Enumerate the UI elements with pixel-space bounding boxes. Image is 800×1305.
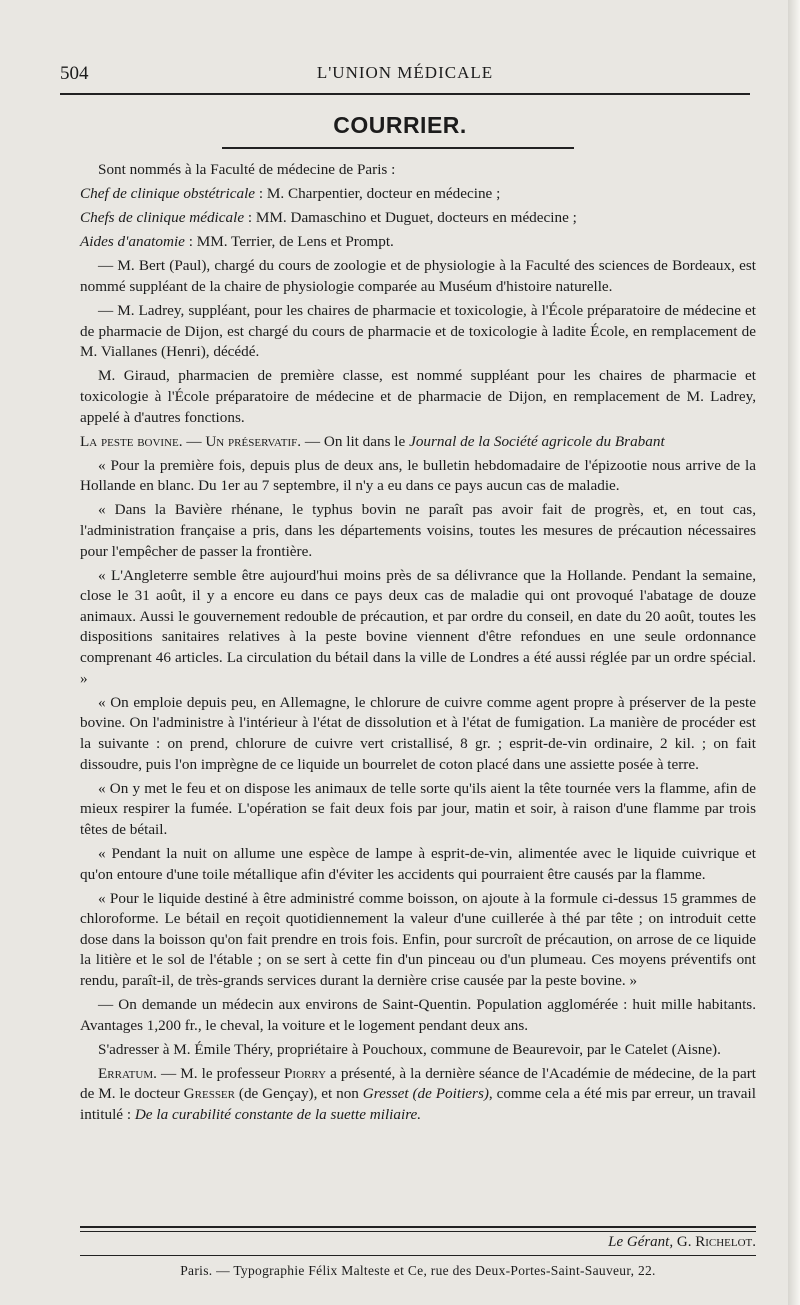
title-rule bbox=[222, 147, 574, 149]
journal-citation: Journal de la Société agricole du Brabant bbox=[409, 432, 665, 450]
signature-name: G. Richelot. bbox=[676, 1234, 756, 1250]
article-body bbox=[80, 160, 756, 1129]
running-head bbox=[60, 60, 750, 94]
paragraph bbox=[80, 1064, 756, 1126]
paragraph: « On emploie depuis peu, en Allemagne, le chlorure de cuivre comme agent propre à préserver de la peste bovine. On l'administre à l'intérieur à l'état de dissolution et à l'état de fumigation. La manière de procéder est la suivante : on prend, chlorure de cuivre vert cristallisé, 8 gr. ; esprit-de-vin ordinaire, 2 kil. ; on fait dissoudre, puis l'on imprègne de ce liquide un bourrelet de coton placé dans une assiette posée à terre. bbox=[80, 693, 756, 773]
appointment-text: : MM. Damaschino et Duguet, docteurs en médecine ; bbox=[244, 209, 577, 227]
paragraph: « L'Angleterre semble être aujourd'hui moins près de sa délivrance que la Hollande. Pendant la semaine, close le 31 août, il y a encore eu dans ce pays deux cas de maladie qui ont provoqué l'abatage de douze animaux. Aussi le gouvernement redouble de précaution, et par ordre du conseil, en date du 20 août, toutes les dispositions sanitaires relatives à la peste bovine viennent d'être refondues en une seule ordonnance comprenant 46 articles. La circulation du bétail dans la ville de Londres a été aussi réglée par un ordre spécial. » bbox=[80, 566, 756, 687]
erratum-text: a présenté, à la dernière séance de l'Académie de médecine, de la part de M. le docteur bbox=[80, 1064, 756, 1103]
page-number: 504 bbox=[60, 63, 89, 84]
appointment-text: : MM. Terrier, de Lens et Prompt. bbox=[184, 233, 394, 251]
printer-imprint: Paris. — Typographie Félix Malteste et Ce, rue des Deux-Portes-Saint-Sauveur, 22. bbox=[180, 1263, 656, 1278]
erratum-text: — M. le professeur bbox=[156, 1064, 284, 1082]
section-title: COURRIER. bbox=[333, 112, 467, 138]
footer-rule bbox=[80, 1231, 756, 1232]
paragraph: « Pour la première fois, depuis plus de deux ans, le bulletin hebdomadaire de l'épizootie nous arrive de la Hollande en blanc. Du 1er au 7 septembre, il n'y a eu dans ce pays aucun cas de maladie. bbox=[80, 456, 756, 495]
erratum-label: Erratum. bbox=[98, 1064, 157, 1082]
paragraph bbox=[80, 208, 756, 229]
paragraph: M. Giraud, pharmacien de première classe, est nommé suppléant pour les chaires de pharmacie et toxicologie à l'École préparatoire de médecine et de pharmacie de Dijon, en remplacement de M. Ladrey, appelé à d'autres fonctions. bbox=[80, 367, 756, 426]
signature-role: Le Gérant, bbox=[608, 1234, 674, 1250]
section-heading: Un préservatif. bbox=[205, 432, 302, 450]
erratum-text: (de Gençay), et non bbox=[235, 1085, 363, 1103]
appointments-intro: Sont nommés à la Faculté de médecine de Paris : bbox=[98, 161, 396, 178]
paragraph: « Dans la Bavière rhénane, le typhus bovin ne paraît pas avoir fait de progrès, et, en tout cas, l'administration française a pris, dans les départements voisins, toutes les mesures de précaution nécessaires pour l'empêcher de passer la frontière. bbox=[80, 501, 756, 560]
paragraph: — On demande un médecin aux environs de Saint-Quentin. Population agglomérée : huit mille habitants. Avantages 1,200 fr., le cheval, la voiture et le logement pendant deux ans. bbox=[80, 996, 756, 1034]
paragraph: — M. Bert (Paul), chargé du cours de zoologie et de physiologie à la Faculté des sciences de Bordeaux, est nommé suppléant de la chaire de physiologie comparée au Muséum d'histoire naturelle. bbox=[80, 257, 756, 295]
page-edge bbox=[788, 0, 800, 1305]
header-rule bbox=[60, 93, 750, 95]
footer-rule bbox=[80, 1226, 756, 1228]
appointment-title: Chefs de clinique médicale bbox=[80, 209, 245, 227]
dash: — bbox=[182, 432, 206, 450]
paragraph bbox=[80, 432, 756, 453]
paragraph: S'adresser à M. Émile Théry, propriétaire à Pouchoux, commune de Beaurevoir, par le Catelet (Aisne). bbox=[98, 1040, 721, 1058]
paragraph: « On y met le feu et on dispose les animaux de telle sorte qu'ils aient la tête tournée vers la flamme, afin de mieux respirer la fumée. L'opération se fait deux fois par jour, matin et soir, à raison d'une flamme par trois têtes de bétail. bbox=[80, 779, 756, 838]
footer-rule bbox=[80, 1255, 756, 1256]
paragraph: — M. Ladrey, suppléant, pour les chaires de pharmacie et toxicologie, à l'École préparatoire de médecine et de pharmacie de Dijon, est chargé du cours de pharmacie et de toxicologie à ladite École, en remplacement de M. Viallanes (Henri), décédé. bbox=[80, 302, 756, 361]
paragraph: « Pendant la nuit on allume une espèce de lampe à esprit-de-vin, alimentée avec le liquide cuivrique et qu'on entoure d'une toile métallique afin d'éviter les accidents qui pourraient être causés par la flamme. bbox=[80, 844, 756, 883]
journal-name: L'UNION MÉDICALE bbox=[316, 63, 494, 82]
person-name: Gresser bbox=[183, 1085, 235, 1103]
work-title: De la curabilité constante de la suette miliaire. bbox=[134, 1106, 422, 1124]
person-name: Piorry bbox=[283, 1064, 327, 1082]
appointment-text: : M. Charpentier, docteur en médecine ; bbox=[255, 185, 501, 203]
paragraph bbox=[80, 160, 756, 181]
erratum-text: , comme cela a été mis par erreur, un travail intitulé : bbox=[80, 1085, 756, 1124]
appointment-title: Aides d'anatomie bbox=[80, 233, 185, 251]
intro-text: — On lit dans le bbox=[301, 432, 410, 450]
section-heading: La peste bovine. bbox=[80, 432, 183, 450]
person-name: Gresset (de Poitiers) bbox=[362, 1085, 489, 1103]
paragraph bbox=[80, 184, 756, 205]
signature bbox=[608, 1234, 756, 1251]
paragraph bbox=[80, 232, 756, 253]
appointment-title: Chef de clinique obstétricale bbox=[80, 185, 256, 203]
paragraph: « Pour le liquide destiné à être administré comme boisson, on ajoute à la formule ci-dessus 15 grammes de chloroforme. Le bétail en reçoit quotidiennement la valeur d'une cuillerée à thé par tête ; on introduit cette dose dans la boisson qu'on fait prendre en trois fois. Enfin, pour surcroît de précaution, on arrose de ce liquide la litière et le sol de l'étable ; on se sert à cette fin d'un pinceau ou d'un plumeau. Ces moyens préventifs ont rendu, paraît-il, de très-grands services durant la dernière crise causée par la peste bovine. » bbox=[80, 889, 756, 989]
